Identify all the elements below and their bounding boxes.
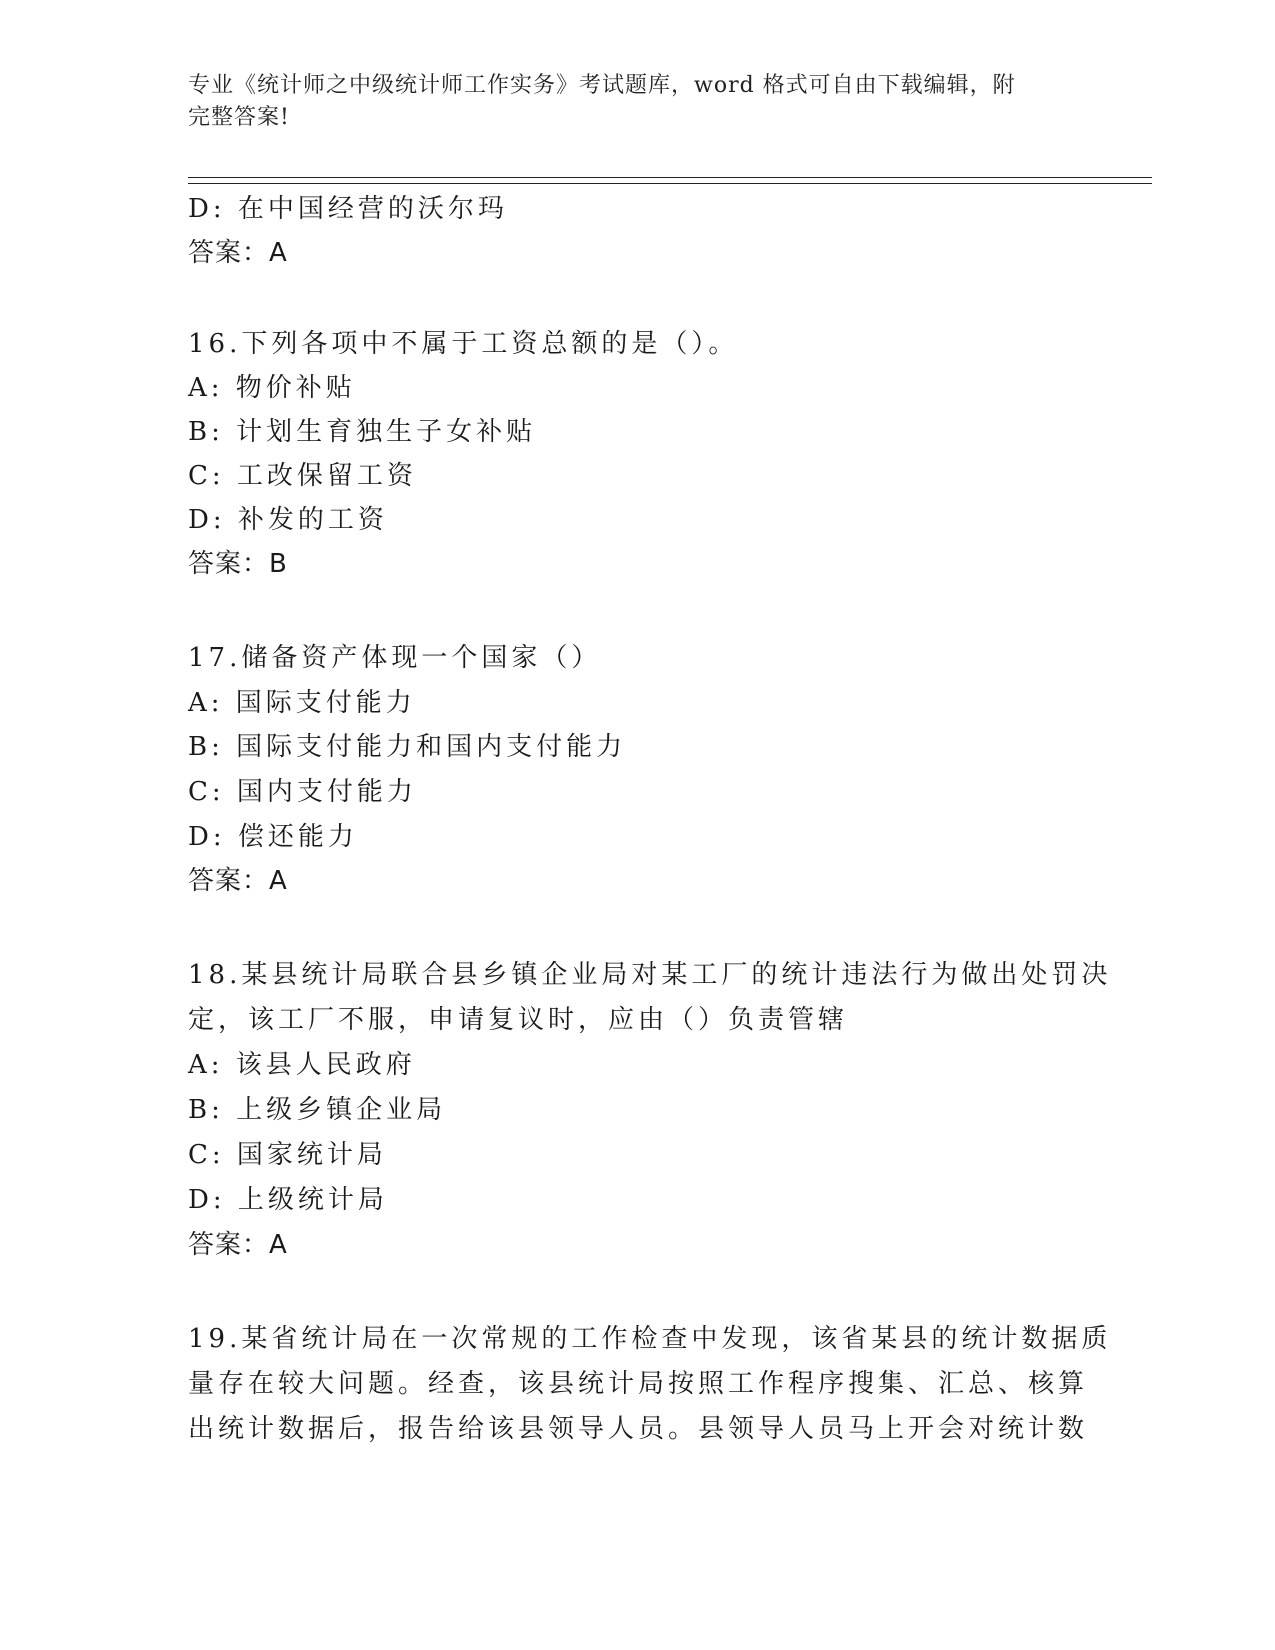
q17-option-d: D: 偿还能力 — [188, 822, 358, 852]
q16-answer: 答案：B — [188, 549, 288, 579]
header-divider-bottom — [188, 183, 1152, 184]
q18-question-line-1: 18.某县统计局联合县乡镇企业局对某工厂的统计违法行为做出处罚决 — [188, 960, 1112, 990]
q19-question-line-1: 19.某省统计局在一次常规的工作检查中发现，该省某县的统计数据质 — [188, 1324, 1112, 1354]
q15-answer: 答案：A — [188, 238, 288, 268]
document-header — [188, 70, 1088, 134]
q16-option-c: C: 工改保留工资 — [188, 461, 417, 491]
q15-option-d: D: 在中国经营的沃尔玛 — [188, 194, 508, 224]
q17-answer: 答案：A — [188, 866, 288, 896]
q18-option-c: C: 国家统计局 — [188, 1140, 387, 1170]
q16-option-d: D: 补发的工资 — [188, 505, 388, 535]
header-line-1: 专业《统计师之中级统计师工作实务》考试题库，word 格式可自由下载编辑，附 — [188, 73, 1016, 98]
q19-question-line-2: 量存在较大问题。经查，该县统计局按照工作程序搜集、汇总、核算 — [188, 1369, 1089, 1399]
q16-option-a: A: 物价补贴 — [188, 373, 356, 403]
q18-option-a: A: 该县人民政府 — [188, 1050, 416, 1080]
q17-option-c: C: 国内支付能力 — [188, 777, 417, 807]
q19-question-line-3: 出统计数据后，报告给该县领导人员。县领导人员马上开会对统计数 — [188, 1414, 1089, 1444]
q16-option-b: B: 计划生育独生子女补贴 — [188, 417, 537, 447]
q18-question-line-2: 定，该工厂不服，申请复议时，应由（）负责管辖 — [188, 1005, 849, 1035]
q17-question: 17.储备资产体现一个国家（） — [188, 643, 602, 673]
header-line-2: 完整答案! — [188, 105, 290, 130]
q18-answer: 答案：A — [188, 1230, 288, 1260]
q17-option-a: A: 国际支付能力 — [188, 688, 416, 718]
q18-option-d: D: 上级统计局 — [188, 1185, 388, 1215]
header-divider-top — [188, 177, 1152, 178]
q18-option-b: B: 上级乡镇企业局 — [188, 1095, 447, 1125]
q16-question: 16.下列各项中不属于工资总额的是（）。 — [188, 329, 739, 359]
q17-option-b: B: 国际支付能力和国内支付能力 — [188, 732, 627, 762]
